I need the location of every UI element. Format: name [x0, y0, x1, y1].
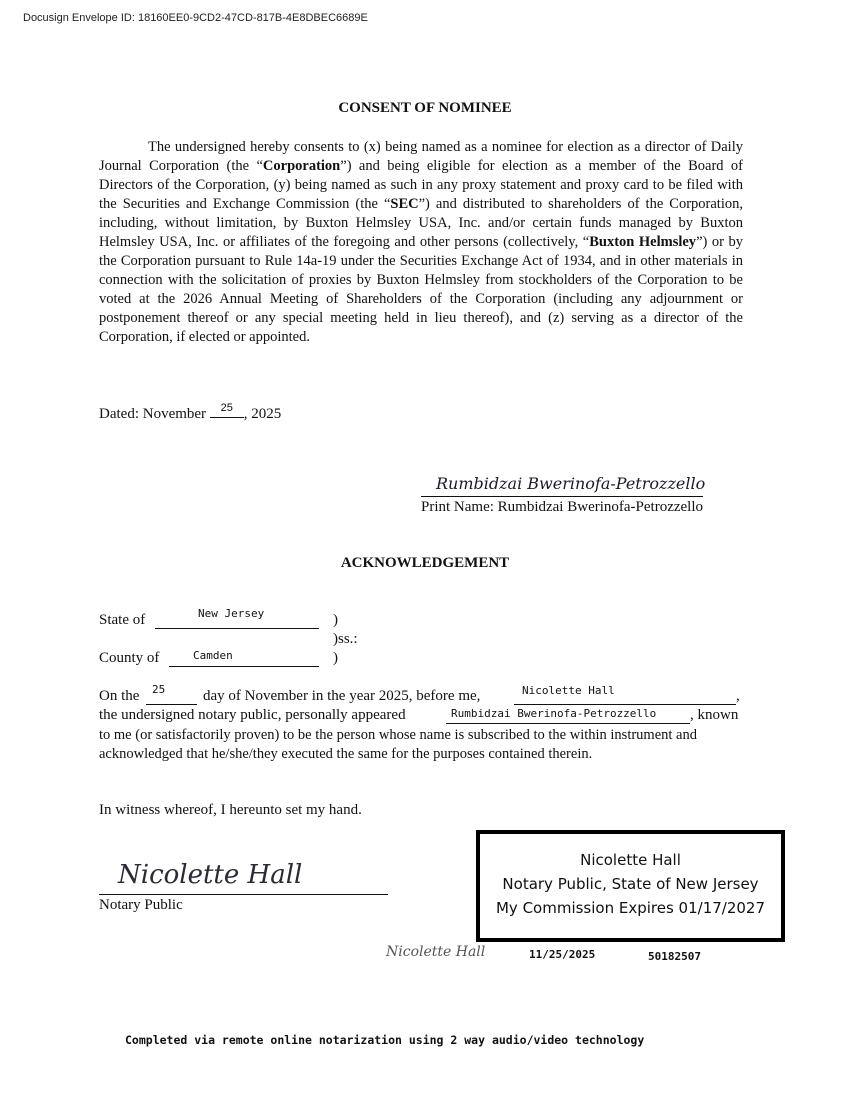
- county-label: County of: [99, 650, 160, 666]
- ack-rest: to me (or satisfactorily proven) to be the person whose name is subscribed to the within instrument and acknowledged that he/she/they executed the same for the purposes contained therein.: [99, 727, 697, 762]
- state-label: State of: [99, 612, 146, 628]
- appeared-field[interactable]: [446, 723, 690, 724]
- commission-number: 50182507: [648, 950, 701, 963]
- nominee-signature-line: [421, 496, 703, 497]
- notary-initials-signature: Nicolette Hall: [386, 944, 486, 960]
- consent-paragraph: The undersigned hereby consents to (x) being named as a nominee for election as a director of Daily Journal Corporation (the “Corporation”) and being eligible for election as a member of the Board of Directors of the Corporation, (y) being named as such in any proxy statement and proxy card to be filed with the Securities and Exchange Commission (the “SEC”) and distributed to shareholders of the Corporation, including, without limitation, by Buxton Helmsley USA, Inc. and/or certain funds managed by Buxton Helmsley USA, Inc. or affiliates of the foregoing and other persons (collectively, “Buxton Helmsley”) or by the Corporation pursuant to Rule 14a-19 under the Securities Exchange Act of 1934, and in other materials in connection with the solicitation of proxies by Buxton Helmsley from stockholders of the Corporation to be voted at the 2026 Annual Meeting of Shareholders of the Corporation (including any adjournment or postponement thereof or any special meeting held in lieu thereof), and (z) serving as a director of the Corporation, if elected or appointed.: [99, 139, 743, 345]
- paren-close: ): [333, 650, 338, 666]
- notarization-date: 11/25/2025: [529, 948, 596, 961]
- notary-name-field[interactable]: [514, 704, 736, 705]
- state-field[interactable]: [155, 628, 319, 629]
- ack-title: ACKNOWLEDGEMENT: [340, 555, 510, 571]
- stamp-title: Notary Public, State of New Jersey: [502, 875, 759, 893]
- witness-line: In witness whereof, I hereunto set my hand.: [99, 802, 362, 818]
- remote-notarization-note: Completed via remote online notarization using 2 way audio/video technology: [125, 1033, 645, 1047]
- buxton-helmsley-term: Buxton Helmsley: [589, 234, 697, 250]
- dated-day-field[interactable]: 25: [210, 403, 244, 418]
- print-name: Print Name: Rumbidzai Bwerinofa-Petrozzello: [421, 499, 704, 515]
- day-field[interactable]: [146, 704, 197, 705]
- notary-signature: Nicolette Hall: [118, 860, 303, 890]
- stamp-name: Nicolette Hall: [580, 851, 681, 869]
- ack-line2-start: the undersigned notary public, personally appeared: [99, 707, 406, 723]
- dated-line: Dated: November 25 , 2025: [99, 402, 282, 422]
- stamp-expiry: My Commission Expires 01/17/2027: [495, 899, 766, 917]
- paren-open: ): [333, 612, 338, 628]
- day-value: 25: [152, 683, 166, 696]
- ss-label: )ss.:: [333, 631, 358, 647]
- sec-term: SEC: [390, 196, 419, 212]
- state-value: New Jersey: [198, 607, 265, 620]
- appeared-value: Rumbidzai Bwerinofa-Petrozzello: [451, 707, 657, 720]
- on-the-label: On the: [99, 688, 140, 704]
- nominee-signature: Rumbidzai Bwerinofa-Petrozzello: [436, 474, 706, 493]
- notary-public-label: Notary Public: [99, 897, 183, 913]
- corporation-term: Corporation: [262, 158, 341, 174]
- notary-signature-line: [99, 894, 388, 895]
- envelope-id: Docusign Envelope ID: 18160EE0-9CD2-47CD-817B-4E8DBEC6689E: [23, 12, 368, 24]
- ack-line1-mid: day of November in the year 2025, before me,: [203, 688, 481, 704]
- county-value: Camden: [193, 649, 233, 662]
- consent-title: CONSENT OF NOMINEE: [338, 100, 512, 116]
- notary-name-value: Nicolette Hall: [522, 684, 615, 697]
- ack-line2-end: , known: [690, 707, 739, 723]
- notary-stamp: [476, 830, 785, 942]
- ack-line1-end: ,: [736, 688, 740, 704]
- county-field[interactable]: [169, 666, 319, 667]
